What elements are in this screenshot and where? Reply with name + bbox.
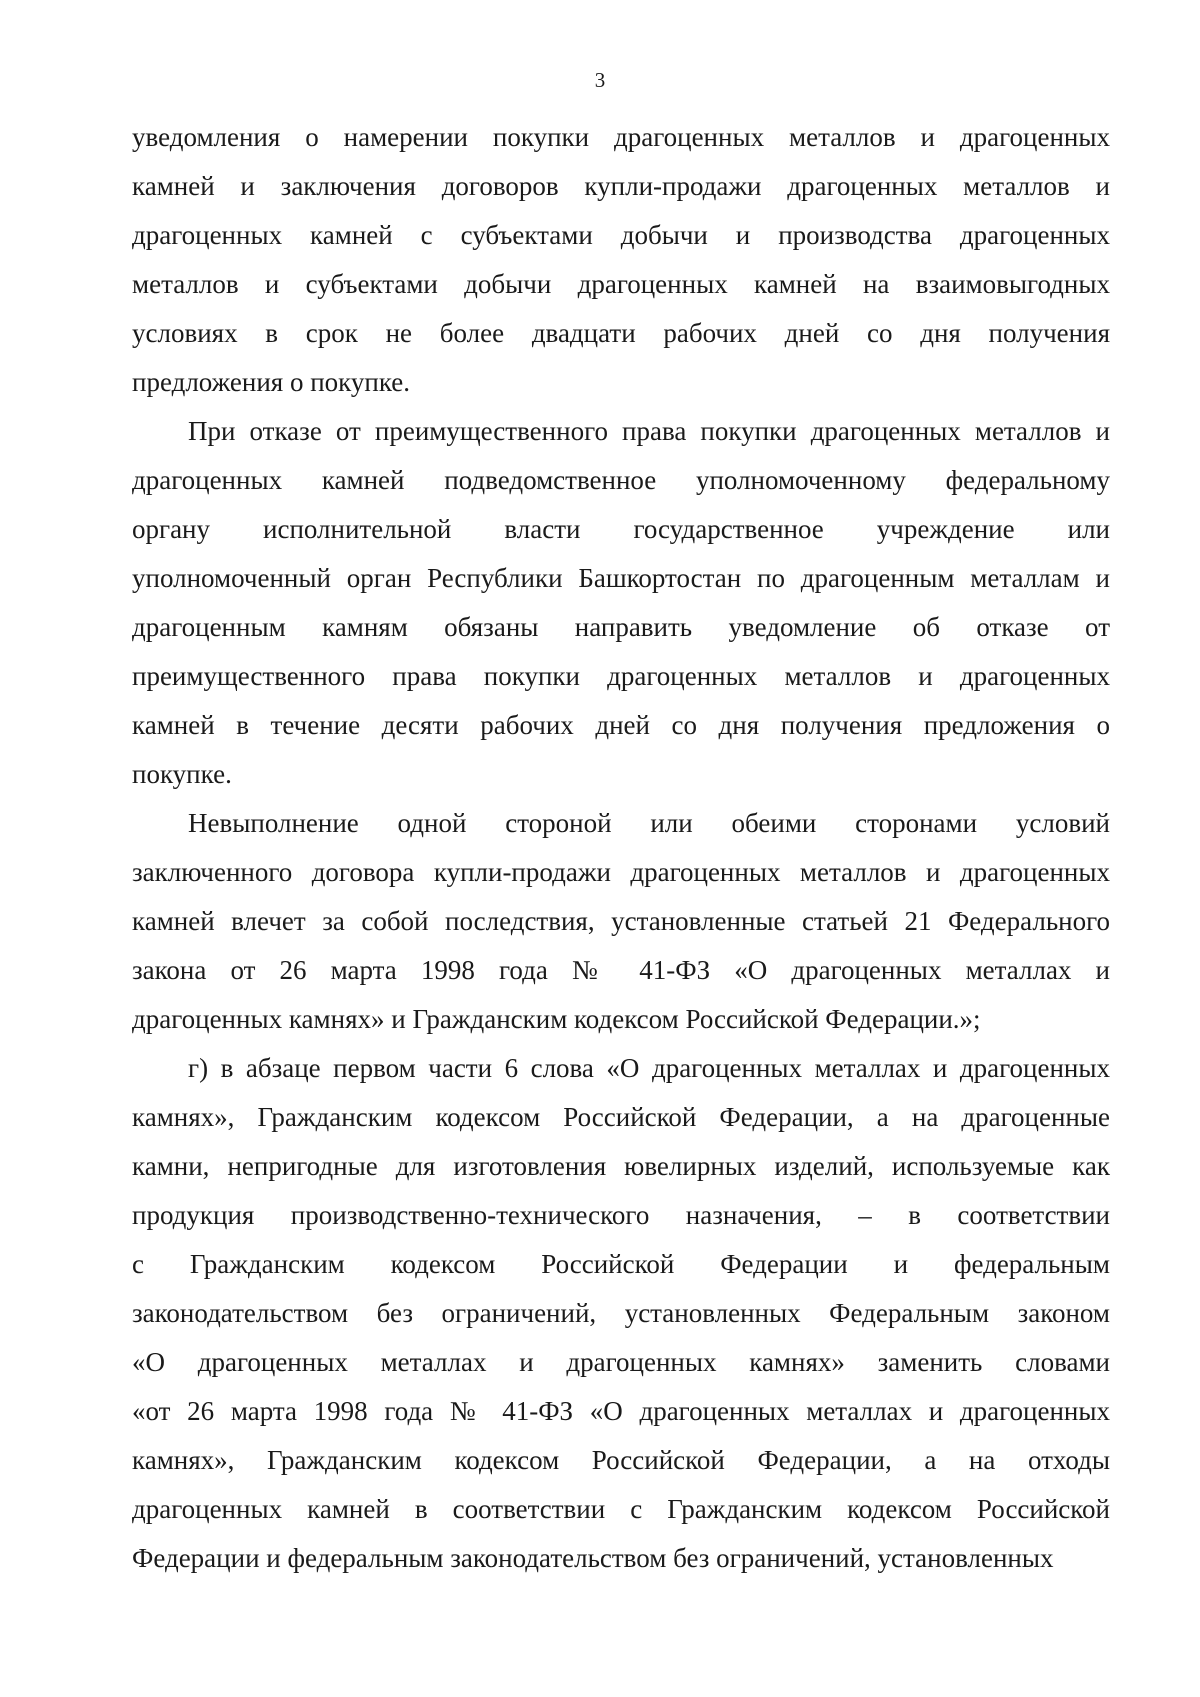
text-line: условиях в срок не более двадцати рабочих дней со дня получения xyxy=(132,318,1110,348)
text-line: «О драгоценных металлах и драгоценных камнях» заменить словами xyxy=(132,1347,1110,1377)
paragraph xyxy=(132,113,1110,407)
page-number: 3 xyxy=(594,68,606,92)
text-line: драгоценных камней подведомственное уполномоченному федеральному xyxy=(132,465,1110,495)
text-line: драгоценным камням обязаны направить уведомление об отказе от xyxy=(132,612,1110,642)
text-line: камней влечет за собой последствия, установленные статьей 21 Федерального xyxy=(132,906,1110,936)
text-line: г) в абзаце первом части 6 слова «О драгоценных металлах и драгоценных xyxy=(188,1053,1110,1083)
text-line: преимущественного права покупки драгоценных металлов и драгоценных xyxy=(132,661,1110,691)
text-line: продукция производственно-технического назначения, – в соответствии xyxy=(132,1200,1110,1230)
text-line: предложения о покупке. xyxy=(132,367,411,397)
paragraph xyxy=(132,1044,1110,1583)
text-line: законодательством без ограничений, установленных Федеральным законом xyxy=(132,1298,1110,1328)
text-line: камней в течение десяти рабочих дней со дня получения предложения о xyxy=(132,710,1110,740)
document-body xyxy=(132,113,1110,1583)
text-line: При отказе от преимущественного права покупки драгоценных металлов и xyxy=(188,416,1110,446)
text-line: Невыполнение одной стороной или обеими сторонами условий xyxy=(188,808,1110,838)
text-line: камнях», Гражданским кодексом Российской Федерации, а на драгоценные xyxy=(132,1102,1110,1132)
text-line: с Гражданским кодексом Российской Федерации и федеральным xyxy=(132,1249,1110,1279)
text-line: заключенного договора купли-продажи драгоценных металлов и драгоценных xyxy=(132,857,1110,887)
text-line: закона от 26 марта 1998 года № 41-ФЗ «О драгоценных металлах и xyxy=(132,955,1110,985)
text-line: камней и заключения договоров купли-продажи драгоценных металлов и xyxy=(132,171,1110,201)
text-line: камнях», Гражданским кодексом Российской Федерации, а на отходы xyxy=(132,1445,1110,1475)
text-line: уведомления о намерении покупки драгоценных металлов и драгоценных xyxy=(132,122,1110,152)
text-line: камни, непригодные для изготовления ювелирных изделий, используемые как xyxy=(132,1151,1110,1181)
text-line: драгоценных камней в соответствии с Гражданским кодексом Российской xyxy=(132,1494,1110,1524)
paragraph xyxy=(132,407,1110,799)
paragraph xyxy=(132,799,1110,1044)
text-line: драгоценных камней с субъектами добычи и производства драгоценных xyxy=(132,220,1110,250)
text-line: драгоценных камнях» и Гражданским кодексом Российской Федерации.»; xyxy=(132,1004,981,1034)
text-line: уполномоченный орган Республики Башкортостан по драгоценным металлам и xyxy=(132,563,1110,593)
text-line: Федерации и федеральным законодательством без ограничений, установленных xyxy=(132,1543,1054,1573)
text-line: покупке. xyxy=(132,759,232,789)
text-line: «от 26 марта 1998 года № 41-ФЗ «О драгоценных металлах и драгоценных xyxy=(132,1396,1110,1426)
text-line: органу исполнительной власти государственное учреждение или xyxy=(132,514,1110,544)
text-line: металлов и субъектами добычи драгоценных камней на взаимовыгодных xyxy=(132,269,1110,299)
